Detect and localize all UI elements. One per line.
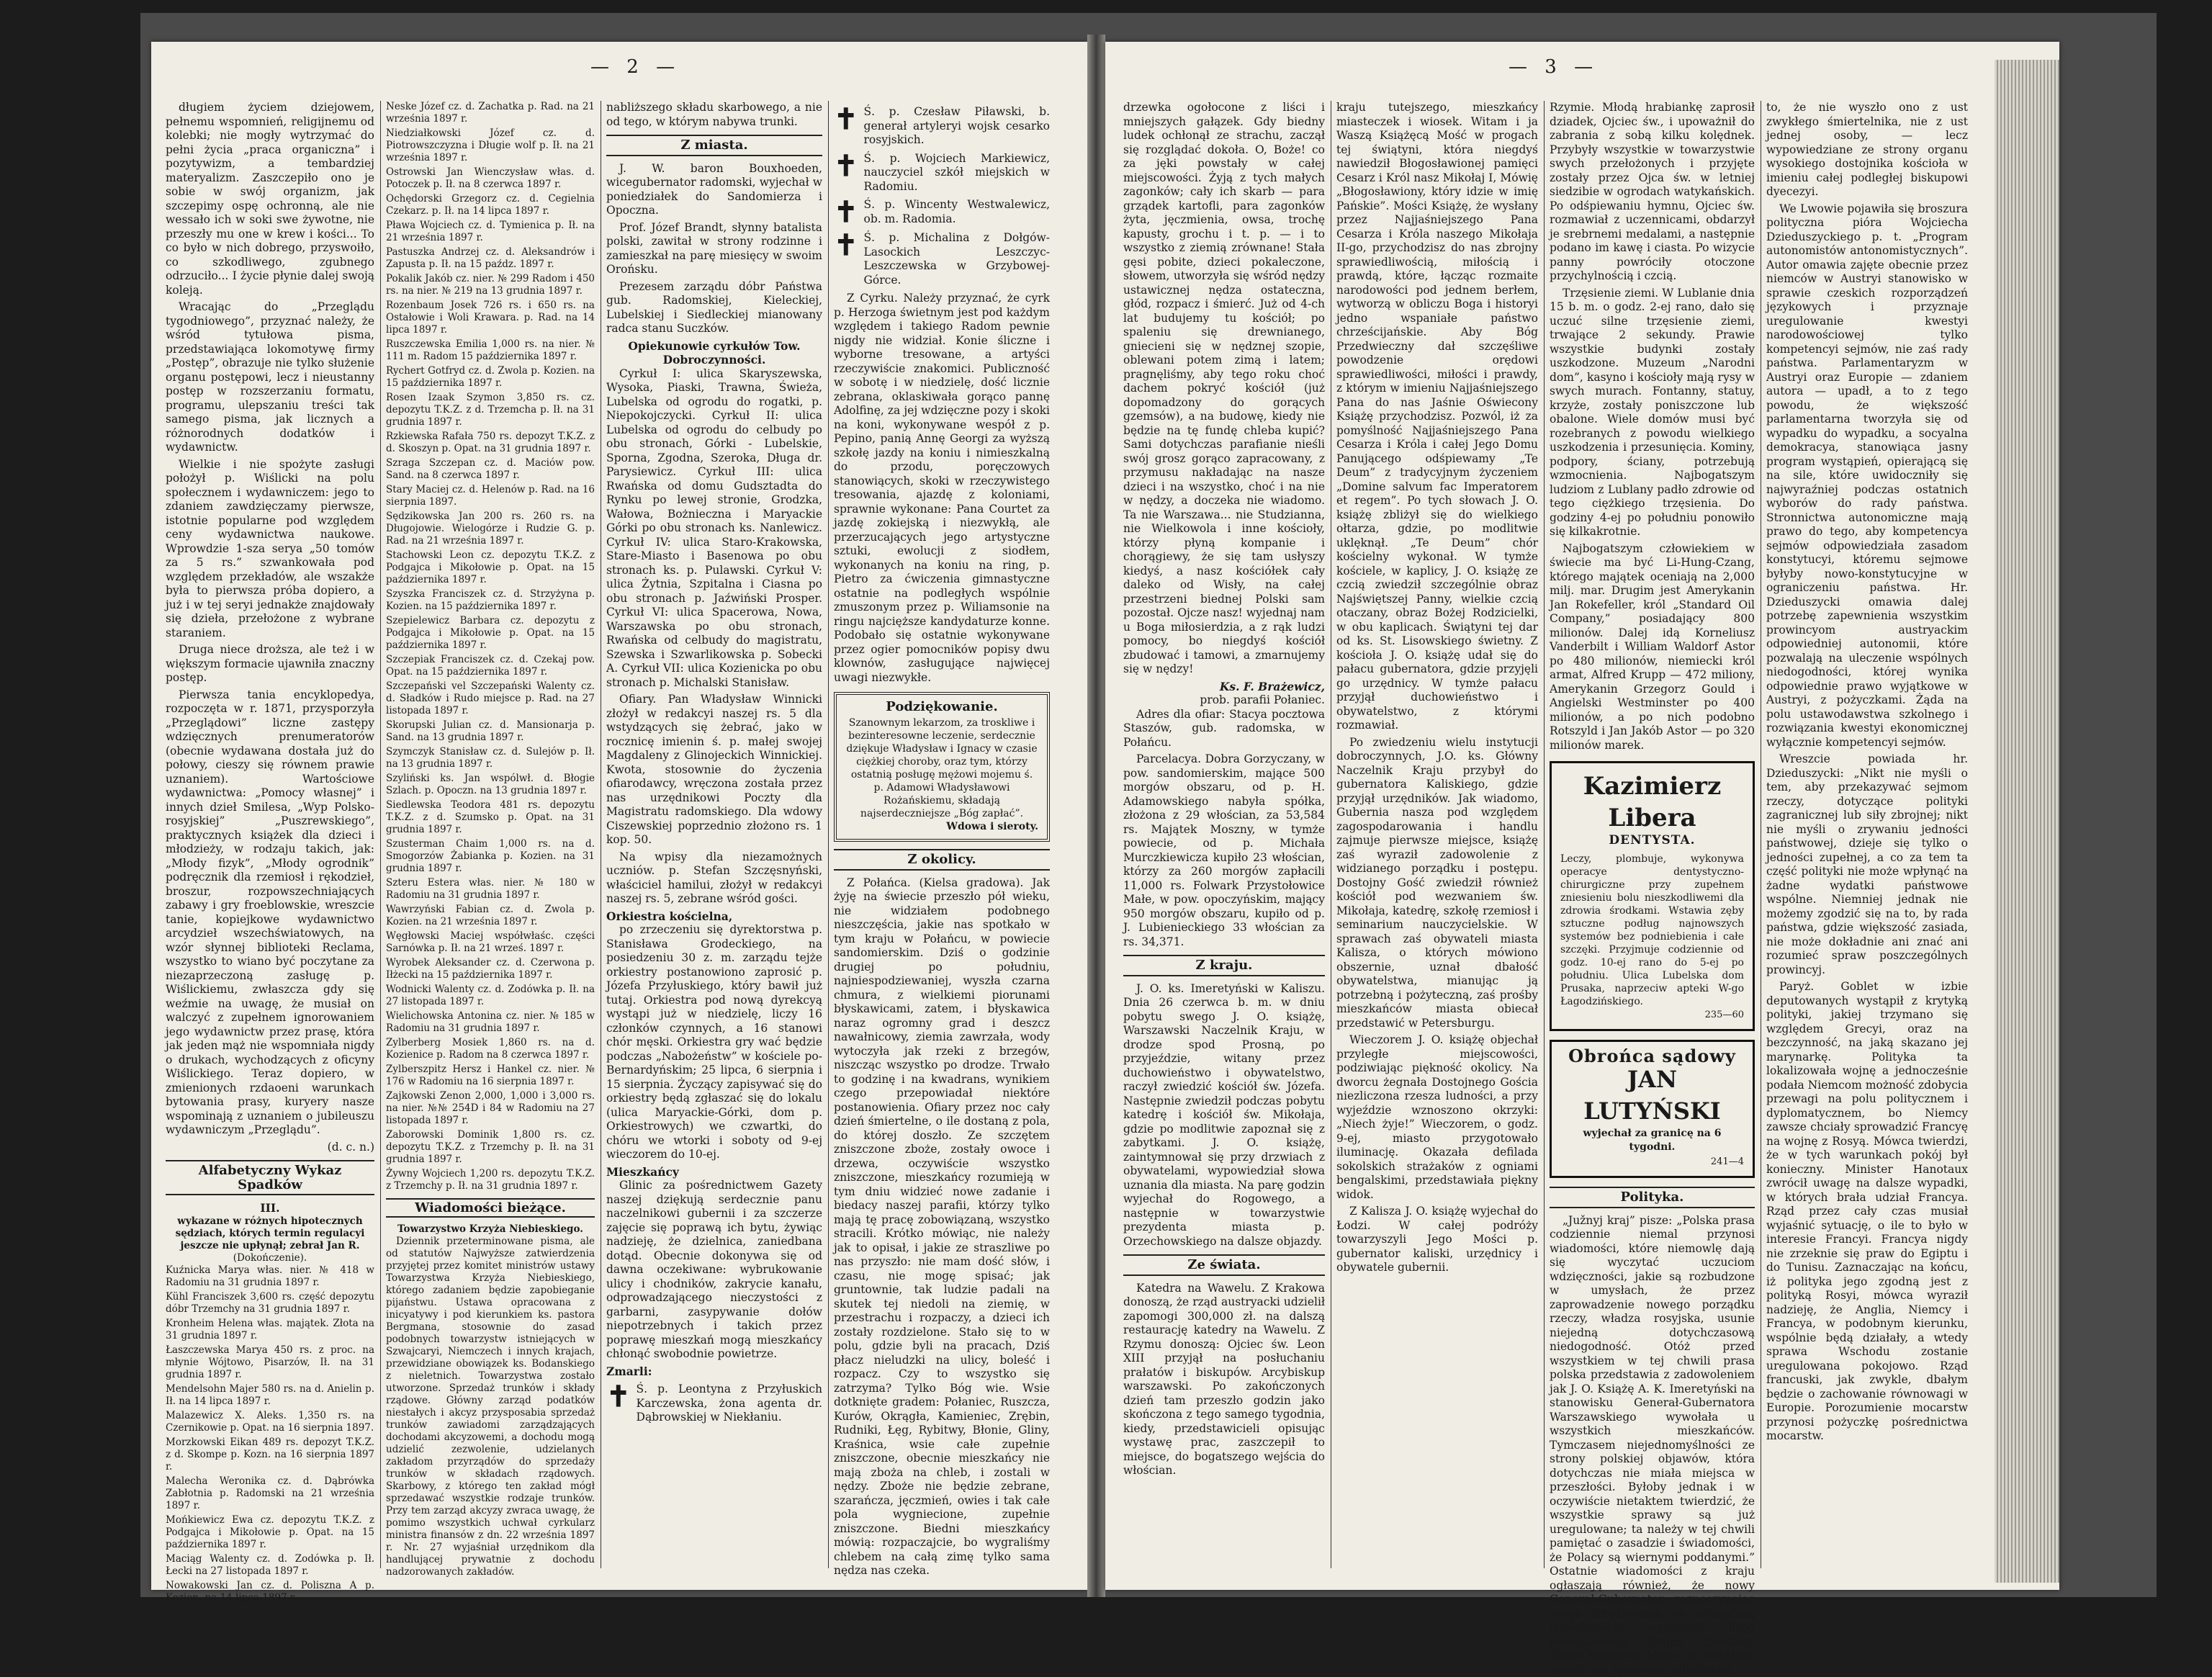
list-item: Pastuszka Andrzej cz. d. Aleksandrów i Zapusta p. Ił. na 15 paźdz. 1897 r. (386, 246, 595, 271)
section-heading: Ze świata. (1123, 1254, 1325, 1276)
obituary (834, 198, 1050, 227)
article-text: drzewka ogołocone z liści i mniejszych gałązek. Gdy biedny ludek ochłonął ze strachu, zaczął się rozglądać dokoła. O, Boże! co za jęki powstały w całej miejscowości. Żyją z tych małych zagonków; cały ich skarb — para grządek kartofli, para zagonków żyta, jęczmienia, owsa, trochę kapusty, grochu i t. p. — i to wszystko z ziemią zrównane! Stała gęsi pobite, dzieci pokaleczone, słowem, utworzyła się wśród nędzy ustawicznej nędza ostateczna, głód, rozpacz i śmierć. Już od 4-ch lat budujemy tu kościół; po spaleniu się drewnianego, gniecieni się w nędznej szopie, oblewani potem zimą i latem; pragnęliśmy, aby tego roku choć dachem pokryć kościół (już dopomadzony do gorących gzemsów), a na budowę, kiedy nie będzie na tę fundę chleba kupić? Sami dotychczas parafianie nieśli swój grosz gorąco zapracowany, z przymusu nakładając na nasze dzieci i na wszystko, choć i na nie w nędzy, a doczeka nie wiadomo. Ta nie Warszawa... nie Studzianna, nie Wielkowola i inne kościoły, którzy płyną kompanie i chorągiewy, że się tam usłyszy kiedyś, a nasz kościółek cały daleko od Wisły, na całej przestrzeni biednej Polski sam pozostał. Ojcze nasz! wyjednaj nam u Boga miłosierdzia, a z rąk ludzi pomocy, bo niegdyś kościół zbudować i tamowi, a zmarnujemy się w nędzy! (1123, 101, 1325, 677)
article-text: Wracając do „Przeglądu tygodniowego”, przyznać należy, że wśród tytułowa pisma, przedstawiająca lokomotywę firmy „Postęp”, obrazuje nie tylko służenie organu postępowi, lecz i nieustanny postęp w rozszerzaniu formatu, programu, ulepszaniu treści tak samego pisma, jak licznych a różnorodnych dodatków i wydawnictw. (166, 300, 374, 455)
list-item: Łaszczewska Marya 450 rs. z proc. na młynie Wójtowo, Pisarzów, Ił. na 31 grudnia 1897 r. (166, 1344, 374, 1381)
thanks-notice (834, 692, 1050, 842)
section-intro: wykazane w różnych hipotecznych sędziach, których termin regulacyi jeszcze nie upłynął; zebrał Jan R. (166, 1215, 374, 1252)
article-text: Po zwiedzeniu wielu instytucji dobroczynnych, J.O. ks. Główny Naczelnik Kraju przybył do gubernatora Kaliskiego, gdzie przyjął urzędników. Jak wiadomo, Gubernia nasza pod względem zagospodarowania i handlu zajmuje pierwsze miejsce, książę zaś wyraził zadowolenie z widzianego porządku i postępu. Dostojny Gość zwiedził również kościół pod wezwaniem św. Mikołaja, katedrę, szkołę rzemiosł i seminarium nauczycielskie. W sprawach zaś obywateli miasta Kalisza, o których mówiono obszernie, uznał dbałość obywatelstwa, mianując ją potrzebną i pożyteczną, zaś prośby mieszkańców miasta obiecał przedstawić w Petersburgu. (1336, 736, 1538, 1031)
obituary (606, 1382, 822, 1425)
left-page (151, 42, 1087, 1590)
list-item: Pokalik Jakób cz. nier. № 299 Radom i 450 rs. na nier. № 219 na 13 grudnia 1897 r. (386, 273, 595, 297)
article-text: J. O. ks. Imeretyński w Kaliszu. Dnia 26 czerwca b. m. w dniu pobytu swego J. O. książę, Warszawski Naczelnik Kraju, w drodze spod Prosną, po przyjeździe, witany przez duchowieństwo i obywatelstwo, raczył zwiedzić kościół św. Józefa. Następnie zwiedził podczas pobytu katedrę i kościół św. Mikołaja, gdzie po modlitwie zapoznał się z zabytkami. J. O. książę, zaintymnował się przy drzwiach z obywatelami, wypowiedział słowa uznania dla miasta. Na parę godzin wyjechał do Rogowego, a następnie w towarzystwie prezydenta miasta p. Orzechowskiego na dalsze objazdy. (1123, 982, 1325, 1249)
list-item: Malecha Weronika cz. d. Dąbrówka Zabłotnia p. Radomski na 21 września 1897 r. (166, 1475, 374, 1512)
list-item: Rosen Izaak Szymon 3,850 rs. cz. depozytu T.K.Z. z d. Trzemcha p. Ił. na 31 grudnia 1897 r. (386, 392, 595, 428)
column-rule (1544, 101, 1545, 1568)
list-item: Kronheim Helena włas. majątek. Złota na 31 grudnia 1897 r. (166, 1318, 374, 1342)
list-item: Szteru Estera włas. nier. № 180 w Radomiu na 31 grudnia 1897 r. (386, 877, 595, 902)
column-2 (1336, 101, 1538, 1568)
section-number: III. (166, 1201, 374, 1215)
obituary (834, 105, 1050, 148)
section-heading: Polityka. (1550, 1187, 1755, 1208)
article-text: Na wpisy dla niezamożnych uczniów. p. Stefan Szczęsnyński, właściciel hamilui, złożył w redakcyi naszej rs. 5, zebrane wśród gości. (606, 850, 822, 907)
article-text: Prezesem zarządu dóbr Państwa gub. Radomskiej, Kieleckiej, Lubelskiej i Siedleckiej mianowany radca stanu Suczków. (606, 280, 822, 336)
article-text: Glinic za pośrednictwem Gazety naszej dziękują serdecznie panu naczelnikowi gubernii i za szczerze zajęcie się poprawą ich bytu, żywiąc nadzieję, że dzielnica, zaniedbana dotąd. Obecnie dokonywa się od dawna oczekiwane: wybrukowanie ulicy i chodników, zakrycie kanału, odprowadzającego nieczystości z garbarni, zasypywanie dołów niepotrzebnych i takich przez poprawę mieszkań mogą mieszkańcy chłonąć swobodnie powietrze. (606, 1179, 822, 1362)
page-edges (1995, 60, 2059, 1583)
list-item: Wawrzyński Fabian cz. d. Zwola p. Kozien. na 21 września 1897 r. (386, 904, 595, 928)
article-text: Parcelacya. Dobra Gorzyczany, w pow. sandomierskim, mające 500 morgów obszaru, od p. H. Adamowskiego nabyła spółka, złożona z 29 włościan, za 53,584 rs. Majątek Moszny, w tymże powiecie, od p. Michała Murczkiewicza kupiło 23 włościan, którzy za 260 morgów zapłacili 11,000 rs. Folwark Przystołowice Małe, w pow. opoczyńskim, mający 950 morgów obszaru, kupiło od p. J. Lubienieckiego 33 włościan za rs. 34,371. (1123, 752, 1325, 949)
ad-profession: DENTYSTA. (1560, 834, 1744, 848)
list-item: Zajkowski Zenon 2,000, 1,000 i 3,000 rs. na nier. №№ 254D i 84 w Radomiu na 27 listopada 1897 r. (386, 1090, 595, 1127)
list-item: Szepielewicz Barbara cz. depozytu z Podgajca i Mikołowie p. Opat. na 15 października 1897 r. (386, 615, 595, 652)
list-item: Wodnicki Walenty cz. d. Zodówka p. Ił. na 27 listopada 1897 r. (386, 984, 595, 1008)
article-text: to, że nie wyszło ono z ust zwykłego śmiertelnika, nie z ust jednej osoby, — lecz wypowiedziane ze strony organu wysokiego dostojnika kościoła w imieniu całej podległej biskupowi dyecezyi. (1766, 101, 1968, 199)
inheritance-list (166, 1264, 374, 1604)
list-item: Niedziałkowski Józef cz. d. Piotrowszczyzna i Długie wolf p. Ił. na 21 września 1897 r. (386, 127, 595, 164)
section-cont: (Dokończenie). (166, 1252, 374, 1264)
column-1 (1123, 101, 1325, 1568)
list-item: Węgłowski Maciej współwłaśc. części Sarnówka p. Ił. na 21 wrześ. 1897 r. (386, 930, 595, 955)
article-text: Cyrkuł I: ulica Skaryszewska, Wysoka, Piaski, Trawna, Świeża, Lubelska od ogrodu do rogatki, p. Niepokojczycki. Cyrkuł II: ulica Lubelska od ogrodu do celbudy po obu stronach, Górki - Lubelskie, Sporna, Zgodna, Szeroka, Długa dr. Parysiewicz. Cyrkuł III: ulica Rwańska od domu Gudsztadta do Rynku po lewej stronie, Grodzka, Wałowa, Bożnieczna i Maryackie Górki po obu stronach ks. Nanlewicz. Cyrkuł IV: ulica Staro-Krakowska, Stare-Miasto i Basenowa po obu stronach ks. p. Pulawski. Cyrkuł V: ulica Żytnia, Szpitalna i Ciasna po obu stronach p. Jaźwiński Prosper. Cyrkuł VI: ulica Spacerowa, Nowa, Warszawska po obu stronach, Rwańska od celbudy do magistratu, Szewska i Szwarlikowska p. Sobecki A. Cyrkuł VII: ulica Kozienicka po obu stronach p. Michalski Stanisław. (606, 367, 822, 691)
cross-icon: ✝ (606, 1382, 631, 1411)
obituary (834, 231, 1050, 287)
column-3 (606, 101, 822, 1568)
lawyer-advertisement (1550, 1040, 1755, 1178)
article-text: Ofiary. Pan Władysław Winnicki złożył w redakcyi naszej rs. 5 dla wstydzących się żebrać, jako w rocznicę imienin ś. p. małej swojej Magdaleny z Glinojeckich Winnickiej. Kwota, stosownie do życzenia ofiarodawcy, wręczona została przez nas urzędnikowi Poczty dla Magistratu radomskiego. Dla wdowy Ciszewskiej poprzednio złożono rs. 1 kop. 50. (606, 693, 822, 848)
article-text: długiem życiem dziejowem, pełnemu wspomnień, religijnemu od kolebki; nie mogły wytrzymać do pełni życia „praca organiczna” i pozytywizm, a tembardziej materyalizm. Zaszczepiło ono je sobie w swój organizm, jak szczepimy ospę ochronną, ale nie wessało ich w soki swe żywotne, nie przeszły mu one w krew i kości... To co było w nich dobrego, przyswoiło, co szkodliwego, zgubnego odrzuciło... I życie płynie dalej swoją koleją. (166, 101, 374, 297)
article-text: Z Kalisza J. O. książę wyjechał do Łodzi. W całej podróży towarzyszyli Jego Mości p. gubernator kaliski, urzędnicy i obywatele gubernii. (1336, 1205, 1538, 1275)
list-item: Nowakowski Jan cz. d. Poliszna A p. Kozien. na 14 lipca 1897 r. (166, 1580, 374, 1604)
book-spread (140, 13, 2157, 1597)
ad-text: Leczy, plombuje, wykonywa operacye dentystyczno-chirurgiczne przy zupełnem zniesieniu bolu nieszkodliwemi dla zdrowia środkami. Wstawia zęby sztuczne podług najnowszych systemów bez podniebienia i całe szczęki. Przyjmuje codziennie od godz. 10-ej rano do 5-ej po południu. Ulica Lubelska dom Prusaka, naprzeciw apteki W-go Łagodzińskiego. (1560, 853, 1744, 1008)
subheading: Opiekunowie cyrkułów Tow. Dobroczynności. (606, 339, 822, 367)
article-text: Wreszcie powiada hr. Dzieduszycki: „Nikt nie myśli o tem, aby przekazywać sejmom rzeczy, dotyczące polityki zagranicznej lub siły zbrojnej; nikt nie myśli o zrywaniu jedności państwowej, dzieje się tylko o jedności zupełnej, a co za tem ta część polityki nie może wpłynąć na żadne wydatki państwowe wspólne. Niemniej jednak nie możemy zgodzić się na to, by rada państwa, gdzie większość zasiada, nie może dokładnie ani znać ani rozumieć spraw poszczególnych prowincyj. (1766, 752, 1968, 977)
article-text: Z Połańca. (Kielsa gradowa). Jak żyję na świecie przeszło pół wieku, nie widziałem podobnego nieszczęścia, jakie nas spotkało w tym kraju w Połańcu, w powiecie sandomierskim. Dziś o godzinie drugiej po południu, najniespodziewaniej, wyszła czarna chmura, z wielkiemi piorunami błyskawicami, zatem, i błyskawica naraz ogromny grad i deszcz nawałnicowy, ziemia zawrzała, wody wytoczyła jak rzeki z brzegów, niszcząc wszystko po drodze. Trwało to godzinę i na kwadrans, wynikiem czego przepowiadał niektóre postanowienia. Ofiary przez noc cały dzień śmiertelne, o ile dostaną z pola, do której doszło. Ze szczętem zniszczone zboże, zostały owoce i drzewa, oczywiście wszystko zniszczone, mieszkańcy rozumieją w tym dniu widzieć nowe zadanie i biedacy naszej parafii, którzy tylko mają tę pracę zobowiązaną, wszystko stracili. Krótko mówiąc, nie należy jak to opisał, i jakie ze straszliwe po nas przyszło: nie mam dość słów, i czasu, nie mogę spisać; jak gruntownie, tak ludzie padali na skutek tej niedoli na ziemię, w przestrachu i rozpaczy, a dzieci ich zostały rozdzielone. Stało się to w polu, gdzie byli na pracach, Dziś płacz nieludzki na ulicy, boleść i rozpacz. Czy to wszystko się zatrzyma? Tylko Bóg wie. Wsie dotknięte gradem: Połaniec, Ruszcza, Kurów, Okrągła, Kamieniec, Zrębin, Rudniki, Łęg, Rybitwy, Błonie, Gliny, Kraśnica, wsie całe zupełnie zniszczone, obecnie mieszkańcy nie mają zboża na chleb, i zostali w nędzy. Zboże nie będzie zebrane, szarańcza, jęczmień, owies i tak całe pola wygniecione, zupełnie zniszczone. Biedni mieszkańcy mówią: rozpaczajcie, bo wygraliśmy chlebem na całą zimę tylko sama nędza nas czeka. (834, 876, 1050, 1578)
ad-name: JAN LUTYŃSKI (1560, 1064, 1744, 1127)
list-item: Kühl Franciszek 3,600 rs. część depozytu dóbr Trzemchy na 31 grudnia 1897 r. (166, 1291, 374, 1316)
ad-ref: 235—60 (1560, 1008, 1744, 1022)
obituary (834, 152, 1050, 194)
page-number: — 2 — (590, 56, 680, 78)
column-3 (1550, 101, 1755, 1568)
list-item: Morzkowski Eikan 489 rs. depozyt T.K.Z. z d. Skompe p. Kozn. na 16 sierpnia 1897 r. (166, 1437, 374, 1473)
list-item: Kuźnicka Marya włas. nier. № 418 w Radomiu na 31 grudnia 1897 r. (166, 1264, 374, 1289)
article-text: Rzymie. Młodą hrabiankę zaprosił dziadek, Ojciec św., i upoważnił do zabrania z sobą kilku kolędnek. Przybyły wszystkie w towarzystwie swych przełożonych i przyjęte zostały przez Ojca św. w letniej siedzibie w ogrodach watykańskich. Po odśpiewaniu hymnu, Ojciec św. rozmawiał z uczennicami, obdarzył je srebrnemi medalami, a następnie podano im kawę i ciasta. Po wizycie panny powróciły otoczone przychylnością i czcią. (1550, 101, 1755, 284)
section-heading: Z kraju. (1123, 955, 1325, 976)
right-page (1105, 42, 2059, 1590)
signature: (d. c. n.) (166, 1141, 374, 1155)
section-heading: Z miasta. (606, 135, 822, 156)
list-item: Pława Wojciech cz. d. Tymienica p. Ił. na 21 września 1897 r. (386, 220, 595, 244)
article-text: nabliższego składu skarbowego, a nie od tego, w którym nabywa trunki. (606, 101, 822, 129)
list-item: Ochędorski Grzegorz cz. d. Cegielnia Czekarz. p. Ił. na 14 lipca 1897 r. (386, 193, 595, 217)
list-item: Wielichowska Antonina cz. nier. № 185 w Radomiu na 31 grudnia 1897 r. (386, 1010, 595, 1035)
column-2 (386, 101, 595, 1568)
article-text: Katedra na Wawelu. Z Krakowa donoszą, że rząd austryacki udzielił zapomogi 300,000 zł. na dalszą restaurację katedry na Wawelu. Z Rzymu donoszą: Ojciec św. Leon XIII przyjął na posłuchaniu prałatów i biskupów. Arcybiskup warszawski. Po zakończonych dzień tam przeszło godzin jako skończona z tego samego tygodnia, kiedy, przedstawicieli opisując wystawę prac, zaszczepił to miejsce, do bogatszego wejścia do włościan. (1123, 1282, 1325, 1478)
list-item: Stachowski Leon cz. depozytu T.K.Z. z Podgajca i Mikołowie p. Opat. na 15 października 1897 r. (386, 549, 595, 586)
article-text: Paryż. Goblet w izbie deputowanych wystąpił z krytyką polityki, jakiej trzymano się względem Grecyi, oraz na bezczynność, na jaką skazano jej marynarkę. Polityka ta lokalizowała wojnę a jednocześnie podała Niemcom możność zdobycia przewagi na polu politycznem i dyplomatycznem, bo Niemcy zawsze chciały sprowadzić Francyę na wojnę z Rosyą. Mówca twierdzi, że w tych warunkach pokój był konieczny. Minister Hanotaux zwrócił uwagę na dalsze wypadki, w których brała udział Francya. Rząd przez cały czas musiał wyjaśnić sytuację, o ile to było w interesie Francyi. Francya nigdy nie zrzeknie się praw do Egiptu i do Tunisu. Zaznaczając na końcu, iż polityka jego zgodną jest z polityką Rosyi, mówca wyraził nadzieję, że Anglia, Niemcy i Francya, w podobnym kierunku, wspólnie będą działały, a wtedy sprawa Wschodu zostanie uregulowana pokojowo. Rząd francuski, jak zwykle, dbałym będzie o zachowanie równowagi w Europie. Porozumienie mocarstw przynosi pożyczkę pośrednictwa mocarstw. (1766, 980, 1968, 1444)
inheritance-list-cont (386, 101, 595, 1192)
list-item: Zylberberg Mosiek 1,860 rs. na d. Kozienice p. Radom na 8 czerwca 1897 r. (386, 1037, 595, 1061)
subheading: Orkiestra kościelna, (606, 909, 822, 924)
article-text: Druga niece droższa, ale też i w większym formacie ujawniła znaczny postęp. (166, 643, 374, 685)
obituary-text: Ś. p. Czesław Piławski, b. generał artyleryi wojsk cesarko rosyjskich. (864, 105, 1050, 148)
list-item: Żywny Wojciech 1,200 rs. depozytu T.K.Z. z Trzemchy p. Ił. na 31 grudnia 1897 r. (386, 1168, 595, 1192)
article-text: Najbogatszym człowiekiem w świecie ma być Li-Hung-Czang, którego majątek oceniają na 2,000 milj. mar. Drugim jest Amerykanin Jan Rokefeller, król „Standard Oil Company,” posiadający 800 milionów. Dalej idą Korneliusz Vanderbilt i William Waldorf Astor po 480 milionów, niemiecki król armat, Alfred Krupp — 472 miliony, Amerykanin Grzegorz Gould i Angielski Westminster po 400 milionów, a po nich podobno Rotszyld i Jan Jakób Astor — po 320 milionów marek. (1550, 542, 1755, 753)
list-item: Stary Maciej cz. d. Helenów p. Rad. na 16 sierpnia 1897. (386, 484, 595, 508)
article-text: po zrzeczeniu się dyrektorstwa p. Stanisława Grodeckiego, na posiedzeniu 30 z. m. zarządu tejże orkiestry postanowiono zaprosić p. Józefa Przyłuskiego, który bawił już tutaj. Orkiestra pod nową dyrekcyą wystąpi już w niedzielę, liczy 16 członków czynnych, a 16 stanowi chór męski. Orkiestra gry wać będzie podczas „Nabożeństw” w kościele po-Bernardyńskim; 25 lipca, 6 sierpnia i 15 sierpnia. Życzący zapisywać się do orkiestry będą zgłaszać się do lokalu (ulica Maryackie-Górki, dom p. Orkiestrowych) we czwartki, do chóru we wtorki i soboty od 9-ej wieczorem do 10-ej. (606, 923, 822, 1162)
obituary-text: Ś. p. Leontyna z Przyłuskich Karczewska, żona agenta dr. Dąbrowskiej w Niekłaniu. (637, 1382, 822, 1425)
list-item: Rozenbaum Josek 726 rs. i 650 rs. na Ostałowie i Woli Krawara. p. Rad. na 14 lipca 1897 r. (386, 300, 595, 336)
article-text: Dziennik przeterminowane pisma, ale od statutów Najwyższe zatwierdzenia przyjętej przez komitet ministrów ustawy Towarzystwa Krzyża Niebieskiego, którego zadaniem będzie zapobieganie pijaństwu. Ustawa opracowana z inicyatywy i pod kierunkiem ks. pastora Bergmana, stosownie do zasad podobnych towarzystw istniejących w Szwajcaryi, Niemczech i innych krajach, przewidziane obowiązek ks. Bodanskiego z nieletnich. Towarzystwa zostało utworzone. Sprzedaż trunków i składy rządowe. Główny zarząd podatków niestałych i akcyz przysposabia sprzedaż trunków zawiadomi zarządzających dochodami akcyzowemi, a dochodu mogą udzielić zezwolenie, udzielanych zakładom przyrządów do sprzedaży trunków w składach rządowych. Skarbowy, z którego ten zakład mógł sprzedawać wszystkie rodzaje trunków. Przy tem zarząd akcyzy zwraca uwagę, że pomimo wszystkich uchwał cyrkularz ministra finansów z dn. 22 września 1897 r. Nr. 27 wyjaśniał urzędnikom dla handlującej prywatnie z dochodu nadzorowanych zakładów. (386, 1236, 595, 1578)
subheading: Zmarli: (606, 1364, 822, 1379)
book-gutter (1087, 35, 1105, 1597)
list-item: Szymczyk Stanisław cz. d. Sulejów p. Ił. na 13 grudnia 1897 r. (386, 746, 595, 770)
article-text: Wielkie i nie spożyte zasługi położył p. Wiślicki na polu społecznem i wydawniczem: jego to zdaniem zawdzięczamy pierwsze, istotnie popularne pod względem ceny wydawnictwa naukowe. Wprowdzie 1-sza serya „50 tomów za 5 rs.” szwankowała pod względem przekładów, ale wszakże była to pierwsza próba dopiero, a już i w tej seryi jednakże znajdowały się dzieła, przełożone z wybrane staraniem. (166, 458, 374, 641)
article-text: Pierwsza tania encyklopedya, rozpoczęta w r. 1871, przysporzyła „Przeglądowi” liczne zastępy wdzięcznych prenumeratorów (obecnie wydawana dostała już do połowy, cieszy się równem prawie uznaniem). Wartościowe wydawnictwa: „Pomocy własnej” i innych dzieł Smilesa, „Wyp Polsko-rosyjskiej” „Puszrewskiego”, praktycznych książek dla dzieci i młodzieży, w rodzaju takich, jak: „Młody fizyk”, „Młody ogrodnik” podręcznik dla rzemiosł i rękodzieł, broszur, rozpowszechniających zabawy i gry froeblowskie, wreszcie tanie, kopiejkowe wydawnictwo arcydzieł wszechświatowych, na wzór słynnej biblioteki Reclama, wszystko to wiano być poczytane za niezaprzeczoną zasługę p. Wiślickiemu, zwłaszcza gdy się weźmie na uwagę, że musiał on walczyć z zupełnem ignorowaniem jego wydawnictw przez prasę, która jak jeden mąż nie wspomniała nigdy o drukach, wychodzących z oficyny Wiślickiego. Teraz dopiero, w zmienionych rzdaoeni warunkach bytowania prasy, kuryery nasze wspominają z uznaniem o jubileuszu wydawniczym „Przeglądu”. (166, 688, 374, 1138)
notice-text: Szanownym lekarzom, za troskliwe i bezinteresowne leczenie, serdecznie dziękuje Władysław i Ignacy w czasie ciężkiej choroby, oraz tym, którzy ostatnią posługę mężowi mojemu ś. p. Adamowi Władysławowi Rożańskiemu, składają najserdeczniejsze „Bóg zapłać”. (845, 716, 1038, 820)
list-item: Mońkiewicz Ewa cz. depozytu T.K.Z. z Podgajca i Mikołowie p. Opat. na 15 października 1897 r. (166, 1514, 374, 1551)
page-number: — 3 — (1509, 56, 1599, 78)
ad-text: wyjechał za granicę na 6 tygodni. (1560, 1127, 1744, 1155)
list-item: Skorupski Julian cz. d. Mansionarja p. Sand. na 13 grudnia 1897 r. (386, 719, 595, 744)
signature-title: prob. parafii Połaniec. (1123, 693, 1325, 708)
column-1 (166, 101, 374, 1568)
list-item: Zaborowski Dominik 1,800 rs. cz. depozytu T.K.Z. z Trzemchy p. Ił. na 31 grudnia 1897 r. (386, 1129, 595, 1166)
obituary-text: Ś. p. Wojciech Markiewicz, nauczyciel szkół miejskich w Radomiu. (864, 152, 1050, 194)
list-item: Mendelsohn Majer 580 rs. na d. Anielin p. Ił. na 14 lipca 1897 r. (166, 1383, 374, 1408)
cross-icon: ✝ (834, 198, 858, 227)
list-item: Szraga Szczepan cz. d. Maciów pow. Sand. na 8 czerwca 1897 r. (386, 457, 595, 482)
article-text: Wieczorem J. O. książę objechał przyległe miejscowości, podziwiając piękność okolicy. Na dworcu żegnała Dostojnego Gościa niezliczona rzesza ludności, a przy wyjeździe wznoszono okrzyki: „Niech żyje!” Wieczorem, o godz. 9-ej, miasto przygotowało iluminację. Okazała defilada sokolskich strażaków z ogniami bengalskimi, przedstawiała piękny widok. (1336, 1033, 1538, 1202)
list-item: Sędzikowska Jan 200 rs. 260 rs. na Długojowie. Wielogórze i Rudzie G. p. Rad. na 21 września 1897 r. (386, 511, 595, 547)
list-item: Szczepiak Franciszek cz. d. Czekaj pow. Opat. na 15 października 1897 r. (386, 654, 595, 678)
list-item: Zylberszpitz Hersz i Hankel cz. nier. № 176 w Radomiu na 16 sierpnia 1897 r. (386, 1064, 595, 1088)
cross-icon: ✝ (834, 105, 858, 134)
subheading: Towarzystwo Krzyża Niebieskiego. (386, 1223, 595, 1236)
list-item: Szyliński ks. Jan wspólwł. d. Błogie Szlach. p. Opoczn. na 13 grudnia 1897 r. (386, 773, 595, 797)
obituary-text: Ś. p. Michalina z Dołgów-Lasockich Leszczyc-Leszczewska w Grzybowej-Górce. (864, 231, 1050, 287)
article-text: Z Cyrku. Należy przyznać, że cyrk p. Herzoga świetnym jest pod każdym względem i takiego Radom pewnie nigdy nie widział. Konie śliczne i wyborne tresowane, a artyści rzeczywiście znakomici. Publiczność w sobotę i w niedzielę, dość licznie zebrana, oklaskiwała gorąco pannę Adolfinę, za jej wdzięczne pozy i skoki na koni, wykonywane wespół z p. Pepino, panią Annę Georgi za wyższą szkołę jazdy na koniu i nimieszkalną do przodu, poręczowych stanowiących, skoki w rzeczywistego tresowania, ajazdę z koloniami, sprawnie wykonane: Pana Courtet za jazdę zokiejską i niezwykłą, ale przerzucających jego artystyczne sztuki, ewolucji z siodłem, wykonanych na koniu na ring, p. Pietro za ćwiczenia gimnastyczne ostatnie na podległych wspólnie zmuszonym przez p. Wiliamsonie na ringu najcięższe kandydaturze konne. Podobało się ostatnie wykonywane przez ogier pomocników popisy dwu klownów, zasługujące najwięcej uwagi niezwykłe. (834, 292, 1050, 685)
list-item: Neske Józef cz. d. Zachatka p. Rad. na 21 września 1897 r. (386, 101, 595, 125)
column-rule (828, 101, 829, 1568)
article-text: „Južnyj kraj” pisze: „Polska prasa codziennie niemal przynosi wiadomości, które niemowlę dają się wyczytać uczuciom wdzięczności, jakie są rozbudzone w umysłach, że przez zaprowadzenie nowego porządku rzeczy, władza rosyjska, usunie niejedną dotychczasową niedogodność. Otóż przed wszystkiem w tej chwili prasa polska przedstawia z zadowoleniem jak J. O. Książę A. K. Imeretyński na stanowisku Generał-Gubernatora Warszawskiego wywołała u wszystkich mieszkańców. Tymczasem niejednomyślności ze strony polskiej objawów, która dotychczas nie miała miejsca w przeszłości. Byłoby jednak i w oczywiście nietaktem twierdzić, że wszystkie sprawy są już uregulowane; ta należy w tej chwili pamiętać o zasadzie i świadomości, że Polacy są wiernymi poddanymi.” Ostatnie wiadomości z kraju ogłaszają również, że nowy Generał-Gubernator, rozpoczynając swoje urzędowanie, ze szczególną troskliwością wyszukuje dróg porozumienia. Organ chwalący dzieło Książęcej Mości za troskliwe zajęcie się sprawami religijnymi. (1550, 1214, 1755, 1677)
article-text: Prof. Józef Brandt, słynny batalista polski, zawitał w strony rodzinne i zamieszkał na parę miesięcy w swoim Orońsku. (606, 221, 822, 277)
article-text: Adres dla ofiar: Stacya pocztowa Staszów, gub. radomska, w Połańcu. (1123, 708, 1325, 750)
list-item: Maciąg Walenty cz. d. Zodówka p. Ił. Łecki na 27 listopada 1897 r. (166, 1553, 374, 1578)
article-text: Trzęsienie ziemi. W Lublanie dnia 15 b. m. o godz. 2-ej rano, dało się uczuć silne trzęsienie ziemi, trwające 2 sekundy. Prawie wszystkie budynki zostały uszkodzone. Muzeum „Narodni dom”, kasyno i kościoły mają rysy w swych murach. Fontanny, statuy, krzyże, zostały poniszczone lub obalone. Wiele domów musi być rozebranych z powodu wielkiego uszkodzenia i przesunięcia. Kominy, podpory, ściany, potrzebują wzmocnienia. Najbogatszym ludziom z Lublany padło zdrowie od tego ciężkiego trzęsienia. Do godziny 4-ej po południu ponowiło się kilkakrotnie. (1550, 287, 1755, 539)
ad-ref: 241—4 (1560, 1155, 1744, 1169)
article-text: J. W. baron Bouxhoeden, wicegubernator radomski, wyjechał w poniedziałek do Sandomierza i Opoczna. (606, 162, 822, 218)
section-heading: Wiadomości bieżące. (386, 1198, 595, 1218)
ad-name: Kazimierz Libera (1560, 770, 1744, 834)
list-item: Rzkiewska Rafała 750 rs. depozyt T.K.Z. z d. Skoszyn p. Opat. na 31 grudnia 1897 r. (386, 431, 595, 455)
column-4 (1766, 101, 1968, 1568)
list-item: Wyrobek Aleksander cz. d. Czerwona p. Iłżecki na 15 października 1897 r. (386, 957, 595, 981)
column-rule (380, 101, 381, 1568)
ad-title: Obrońca sądowy (1560, 1049, 1744, 1064)
section-heading: Z okolicy. (834, 849, 1050, 871)
list-item: Szczepański vel Szczepański Walenty cz. d. Sładków i Rudo miejsce p. Rad. na 27 listopada 1897 r. (386, 680, 595, 717)
list-item: Szyszka Franciszek cz. d. Strzyżyna p. Kozien. na 15 października 1897 r. (386, 588, 595, 613)
list-item: Malazewicz X. Aleks. 1,350 rs. na Czernikowie p. Opat. na 16 sierpnia 1897. (166, 1410, 374, 1434)
column-4 (834, 101, 1050, 1568)
subheading: Mieszkańcy (606, 1165, 822, 1179)
list-item: Siedlewska Teodora 481 rs. depozytu T.K.Z. z d. Szumsko p. Opat. na 31 grudnia 1897 r. (386, 799, 595, 836)
article-text: kraju tutejszego, mieszkańcy miasteczek i wiosek. Witam i ja Waszą Książęcą Mość w progach tej świątyni, która niegdyś nawiedził Błogosławionej pamięci Cesarz i Król nasz Mikołaj I, Mówię „Błogosławiony, który idzie w imię Pańskie”. Mości Książę, że wysłany przez Najjaśniejszego Pana Cesarza i Króla naszego Mikołaja II-go, przychodzisz do nas zbrojny sprawiedliwością, miłością i prawdą, które, łącząc rozmaite narodowości pod jednem berłem, wytworzą w obliczu Boga i historyi jedno wspaniałe państwo chrześcijańskie. Aby Bóg Przedwieczny dał szczęśliwe powodzenie orędowi sprawiedliwości, miłości i prawdy, z którym w imieniu Najjaśniejszego Pana do nas Jaśnie Oświecony Książę przychodzisz. Pozwól, iż za pomyślność Najjaśniejszego Pana Cesarza i Króla i całej Jego Domu Panującego odśpiewamy „Te Deum” z tradycyjnym życzeniem „Domine salvum fac Imperatorem et regem”. Po tych słowach J. O. książę zbliżył się do wielkiego ołtarza, gdzie, po modlitwie uklęknął. „Te Deum” chór kościelny wykonał. W tymże kościele, w kaplicy, J. O. książę ze czcią zwiedził szczególnie obraz Najświętszej Panny, wielkie czcią otaczany, obraz Bożej Rodzicielki, w obu kaplicach. Świątyni tej dar od ks. St. Lisowskiego świetny. Z kościoła J. O. książę udał się do pałacu gubernatora, gdzie przyjęli go urzędnicy. W tymże pałacu przyjął duchowieństwo i obywatelstwo, z którymi rozmawiał. (1336, 101, 1538, 733)
list-item: Szusterman Chaim 1,000 rs. na d. Smogorzów Żabianka p. Kozien. na 31 grudnia 1897 r. (386, 838, 595, 875)
list-item: Ruszczewska Emilia 1,000 rs. na nier. № 111 m. Radom 15 października 1897 r. (386, 338, 595, 363)
cross-icon: ✝ (834, 231, 858, 260)
obituary-text: Ś. p. Wincenty Westwalewicz, ob. m. Radomia. (864, 198, 1050, 226)
signature: Ks. F. Brażewicz, (1123, 680, 1325, 694)
list-item: Ostrowski Jan Wienczysław włas. d. Potoczek p. Ił. na 8 czerwca 1897 r. (386, 166, 595, 191)
notice-title: Podziękowanie. (845, 701, 1038, 714)
list-item: Rychert Gotfryd cz. d. Zwola p. Kozien. na 15 października 1897 r. (386, 365, 595, 390)
notice-sign: Wdowa i sieroty. (845, 820, 1038, 833)
article-text: We Lwowie pojawiła się broszura polityczna pióra Wojciecha Dzieduszyckiego p. t. „Program autonomistów antonomistycznych”. Autor omawia zajęte obecnie przez niemców w Austryi stanowisko w sprawie czeskich rozporządzeń językowych i przyznaje uregulowanie kwestyi narodowościowej tylko kompetencyi sejmów, nie zaś rady państwa. Parlamentaryzm w Austryi oraz Europie — zdaniem autora — upadł, a to z tego powodu, że większość parlamentarna tworzyła się od wypadku do wypadku, a socyalna demokracya, stanowiąca jasny program wystąpień, opierającą się na sile, które uwidoczniły się najwyraźniej podczas ostatnich wyborów do rady państwa. Stronnictwa autonomiczne mają prawo do tego, aby kompetencya sejmów odpowiedziała zasadom konstytucyi, któremu sejmowe byłyby nowo-konstytucyjne w ograniczeniu państwa. Hr. Dzieduszycki omawia dalej potrzebę zapewnienia wszystkim prowincyom austryackim odpowiedniej autonomii, które pozwalają na uleczenie wspólnych niedogodności, której wynika odpowiednie prawo wyjątkowe w Austryi, z pożyczkami. Żąda na polu ustawodawstwa szkolnego i rozwiązania kwestyi ekonomicznej wyłącznie kompetencyi sejmów. (1766, 202, 1968, 750)
dentist-advertisement (1550, 761, 1755, 1031)
section-heading: Alfabetyczny Wykaz Spadków (166, 1160, 374, 1195)
cross-icon: ✝ (834, 152, 858, 181)
